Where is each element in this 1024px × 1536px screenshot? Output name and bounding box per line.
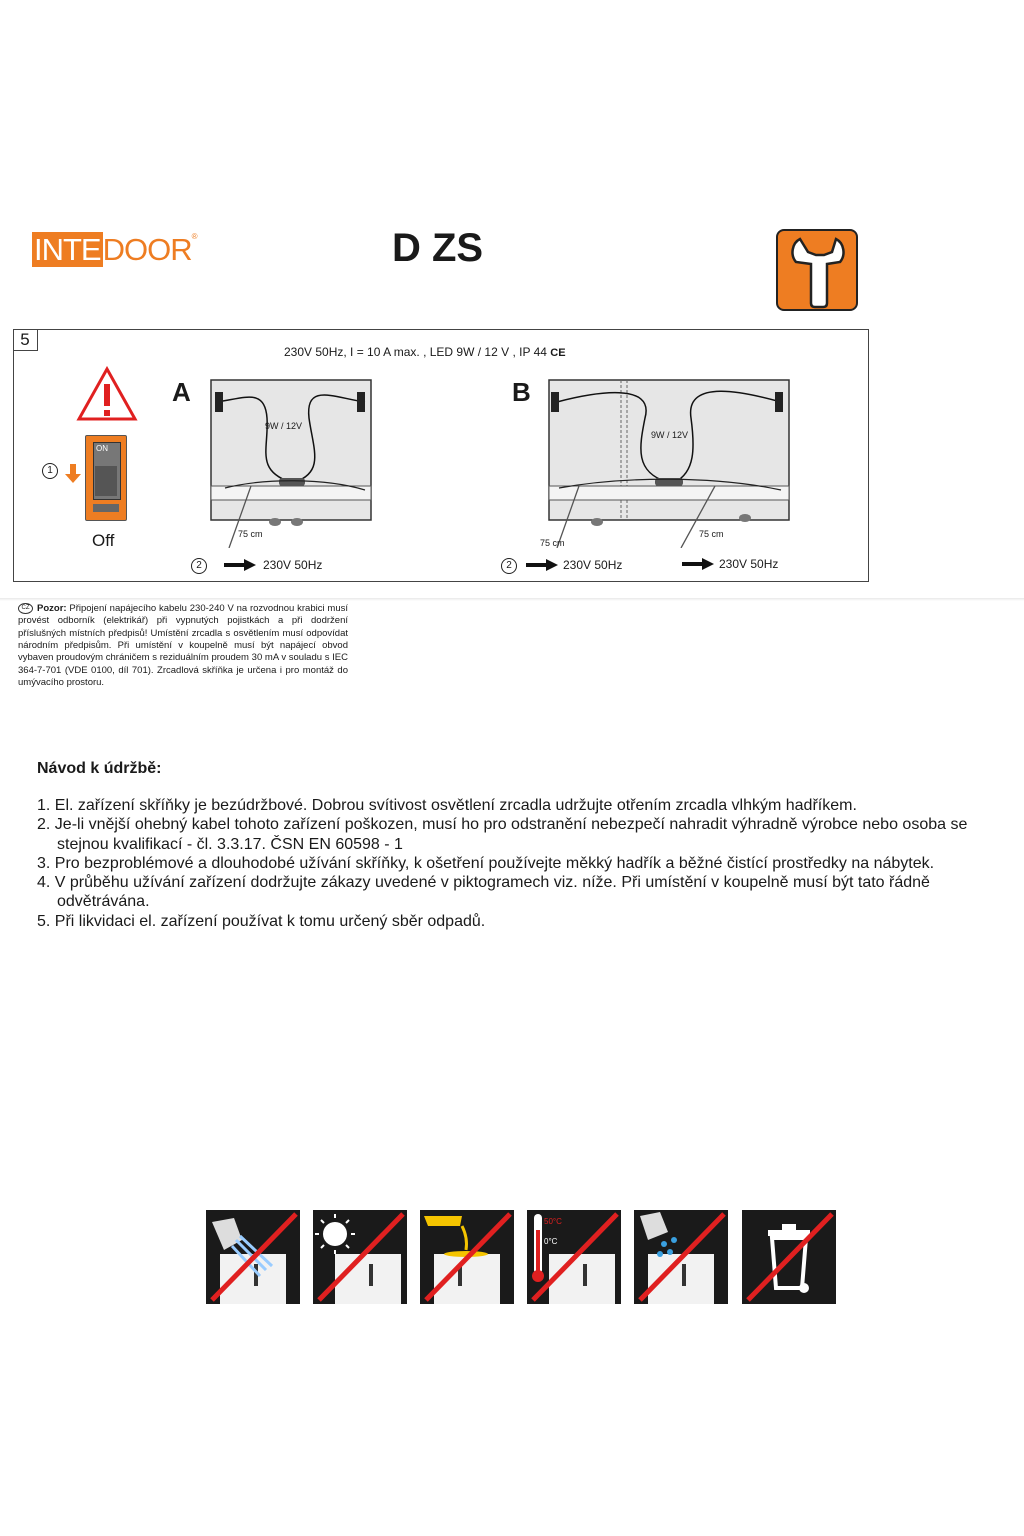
page-title: D ZS: [392, 226, 484, 270]
safety-warning: [18, 603, 348, 689]
arrow-right-icon: [682, 557, 716, 571]
switch-off-label: Off: [92, 531, 115, 550]
country-badge: CZ: [18, 603, 33, 614]
logo-rest-text: DOOR: [102, 232, 192, 267]
arrow-right-icon: [526, 558, 560, 572]
temp-hot-label: 50°C: [544, 1217, 562, 1226]
warning-triangle-icon: [76, 366, 138, 422]
list-item: 2. Je-li vnější ohebný kabel tohoto zařízení poškozen, musí ho pro odstranění nebezpečí nahradit výhradně výrobce nebo osoba se stejnou kvalifikací - čl. 3.3.17. ČSN EN 60598 - 1: [37, 816, 968, 853]
arrow-right-icon: [224, 558, 258, 572]
cable-length-b-right: 75 cm: [699, 529, 724, 539]
maintenance-list: [37, 796, 1017, 931]
no-chemicals-icon: [420, 1210, 514, 1304]
led-rating-b: 9W / 12V: [651, 430, 689, 440]
wrench-icon: [776, 229, 858, 311]
switch-on-label: ON: [96, 444, 108, 453]
logo-box-text: INTE: [34, 232, 101, 267]
logo-registered-mark: ®: [191, 232, 197, 241]
led-rating-a: 9W / 12V: [265, 421, 303, 431]
no-temperature-extremes-icon: [527, 1210, 621, 1304]
no-direct-sunlight-icon: [313, 1210, 407, 1304]
electrical-spec: [284, 345, 566, 359]
spec-text: 230V 50Hz, I = 10 A max. , LED 9W / 12 V , IP 44: [284, 345, 547, 359]
no-household-waste-icon: [742, 1210, 836, 1304]
section-divider: [0, 598, 1024, 601]
arrow-down-icon: [64, 463, 82, 485]
list-item: 3. Pro bezproblémové a dlouhodobé užívání skříňky, k ošetření používejte měkký hadřík a běžné čistící prostředky na nábytek.: [37, 854, 935, 872]
supply-label-b-left: 230V 50Hz: [563, 558, 623, 572]
supply-label-b-right: 230V 50Hz: [719, 557, 779, 571]
diagram-a-label: A: [172, 377, 191, 407]
cable-length-a: 75 cm: [238, 529, 263, 539]
maintenance-title: Návod k údržbě:: [37, 760, 162, 777]
cable-length-b-left: 75 cm: [540, 538, 565, 548]
no-water-spray-icon: [634, 1210, 728, 1304]
warning-text: Připojení napájecího kabelu 230-240 V na rozvodnou krabici musí provést odborník (elektrikář) při vypnutých pojistkách a při dodržení příslušných místních předpisů! Umístění zrcadla s osvětlením musí odpovídat národním předpisům. Při umístění v koupelně musí být napájecí obvod vybaven proudovým chráničem s reziduálním proudem 30 mA v souladu s IEC 364-7-701 (VDE 0100, díl 701). Zrcadlová skříňka je určena i pro montáž do umývacího prostoru.: [18, 603, 348, 688]
diagram-a-cabinet: [205, 378, 385, 548]
temp-cold-label: 0°C: [544, 1237, 558, 1246]
supply-label-a: 230V 50Hz: [263, 558, 323, 572]
step-1-marker: 1: [42, 463, 58, 479]
list-item: 5. Při likvidaci el. zařízení používat k tomu určený sběr odpadů.: [37, 912, 486, 930]
step-2-marker-b: 2: [501, 558, 517, 574]
diagram-b-label: B: [512, 377, 531, 407]
ce-mark: CE: [550, 347, 566, 359]
list-item: 4. V průběhu užívání zařízení dodržujte zákazy uvedené v piktogramech viz. níže. Při umístění v koupelně musí být tato řádně odvětrávána.: [37, 874, 930, 911]
no-direct-water-jet-icon: [206, 1210, 300, 1304]
circuit-breaker-switch: [85, 435, 127, 521]
list-item: 1. El. zařízení skříňky je bezúdržbové. Dobrou svítivost osvětlení zrcadla udržujte otřením zrcadla vlhkým hadříkem.: [37, 797, 857, 814]
brand-logo: [32, 232, 197, 268]
diagram-b-cabinet: [545, 378, 795, 548]
step-2-marker-a: 2: [191, 558, 207, 574]
step-number: 5: [13, 329, 38, 351]
warning-label: Pozor:: [37, 603, 67, 615]
